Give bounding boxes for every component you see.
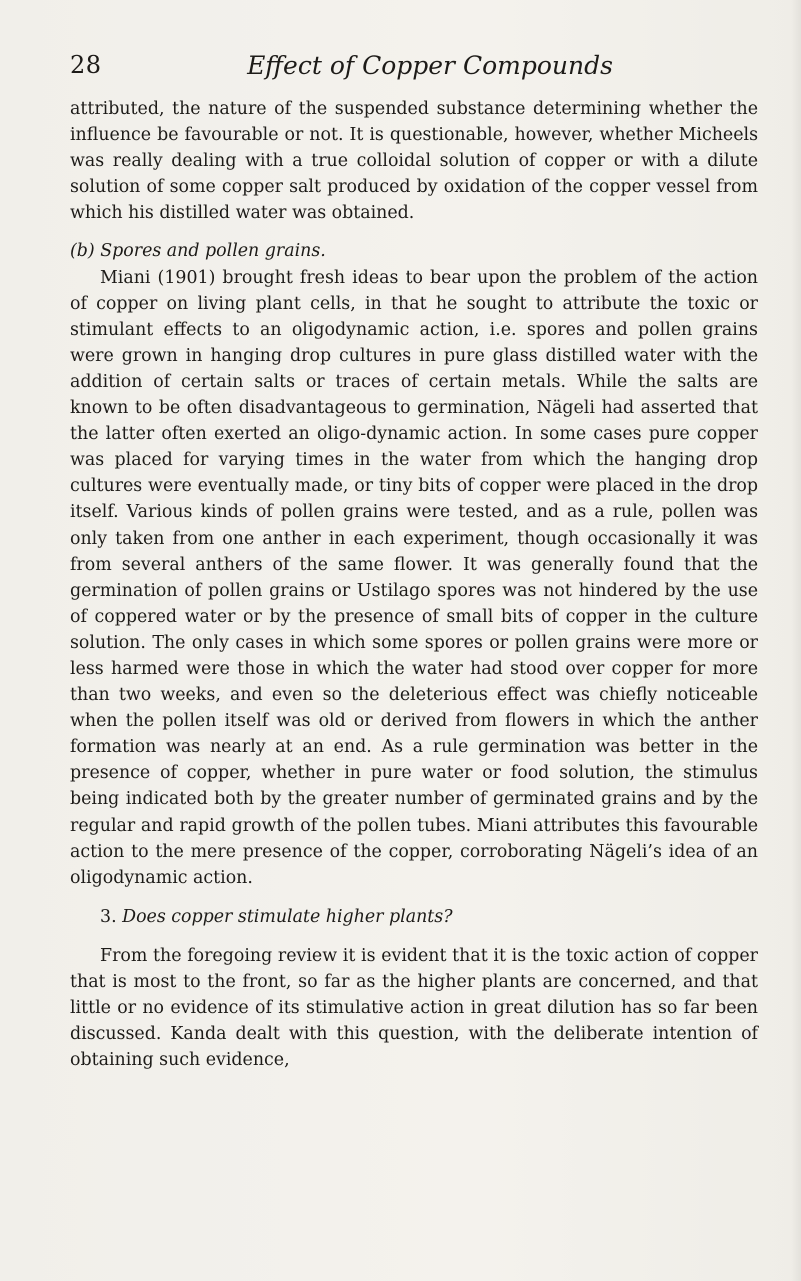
running-title: Effect of Copper Compounds <box>247 51 613 80</box>
section-title: Spores and pollen grains. <box>100 241 326 262</box>
body-text <box>70 96 758 1073</box>
page-number: 28 <box>70 51 102 79</box>
section-label: (b) <box>70 241 95 262</box>
paragraph-review: From the foregoing review it is evident that it is the toxic action of copper that is most to the front, so far as the higher plants are concerned, and that little or no evidence of its stimulative action in great dilution has so far been discussed. Kanda dealt with this question, with the deliberate intention of obtaining such evidence, <box>70 945 758 1071</box>
section-heading-3 <box>70 904 758 930</box>
page-header <box>70 51 770 91</box>
paragraph-miani: Miani (1901) brought fresh ideas to bear upon the problem of the action of copper on living plant cells, in that he sought to attribute the toxic or stimulant effects to an oligodynamic action, i.e. spores and pollen grains were grown in hanging drop cultures in pure glass distilled water with the addition of certain salts or traces of certain metals. While the salts are known to be often disadvantageous to germination, Nägeli had asserted that the latter often exerted an oligo-dynamic action. In some cases pure copper was placed for varying times in the water from which the hanging drop cultures were eventually made, or tiny bits of copper were placed in the drop itself. Various kinds of pollen grains were tested, and as a rule, pollen was only taken from one anther in each experiment, though occasionally it was from several anthers of the same flower. It was generally found that the germination of pollen grains or Ustilago spores was not hindered by the use of coppered water or by the presence of small bits of copper in the culture solution. The only cases in which some spores or pollen grains were more or less harmed were those in which the water had stood over copper for more than two weeks, and even so the deleterious effect was chiefly noticeable when the pollen itself was old or derived from flowers in which the anther formation was nearly at an end. As a rule germination was better in the presence of copper, whether in pure water or food solution, the stimulus being indicated both by the greater number of germinated grains and by the regular and rapid growth of the pollen tubes. Miani attributes this favourable action to the mere presence of the copper, corroborating Nägeli’s idea of an oligodynamic action. <box>70 267 758 888</box>
section-title: Does copper stimulate higher plants? <box>122 906 453 927</box>
section-number: 3. <box>100 906 117 927</box>
page-edge-shadow <box>791 0 801 1281</box>
paragraph-continuation: attributed, the nature of the suspended substance determining whether the influence be favourable or not. It is questionable, however, whether Micheels was really dealing with a true colloidal solution of copper or with a dilute solution of some copper salt produced by oxidation of the copper vessel from which his distilled water was obtained. <box>70 99 758 224</box>
section-heading-b <box>70 238 758 264</box>
